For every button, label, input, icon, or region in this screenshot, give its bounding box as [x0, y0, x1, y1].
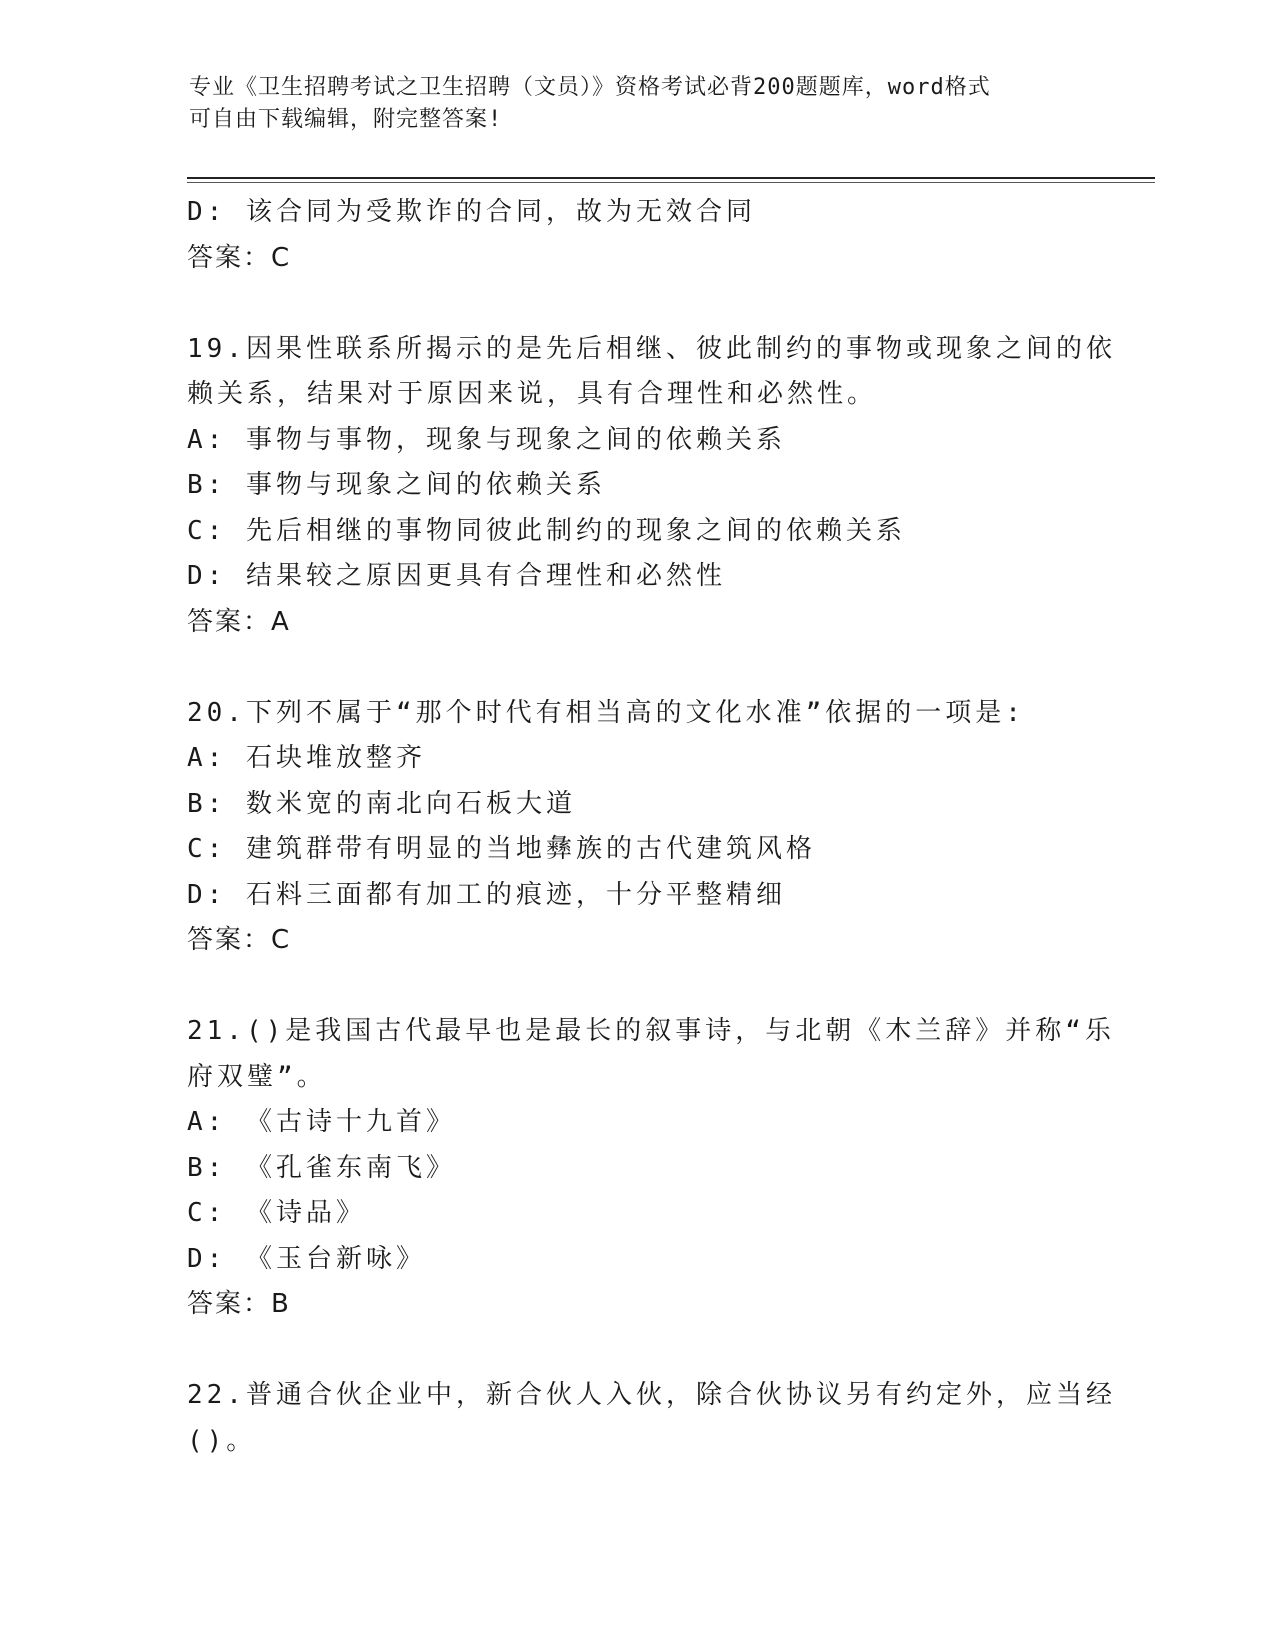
option-a: A: 事物与事物，现象与现象之间的依赖关系 — [187, 424, 786, 455]
option-c: C: 先后相继的事物同彼此制约的现象之间的依赖关系 — [187, 515, 906, 546]
question-stem: 22.普通合伙企业中，新合伙人入伙，除合伙协议另有约定外，应当经 — [187, 1380, 1116, 1410]
question-stem: 21.()是我国古代最早也是最长的叙事诗，与北朝《木兰辞》并称“乐 — [187, 1016, 1115, 1046]
option-b: B: 事物与现象之间的依赖关系 — [187, 470, 606, 500]
prev-answer: 答案：C — [187, 242, 292, 273]
answer: 答案：B — [187, 1289, 291, 1319]
option-a: A: 石块堆放整齐 — [187, 743, 426, 773]
option-b: B: 数米宽的南北向石板大道 — [187, 788, 576, 819]
page-header — [189, 72, 1069, 136]
option-d: D: 《玉台新咏》 — [187, 1243, 426, 1274]
question-stem: 19.因果性联系所揭示的是先后相继、彼此制约的事物或现象之间的依 — [187, 333, 1116, 364]
answer: 答案：A — [187, 606, 291, 637]
spacer — [187, 1328, 1087, 1374]
question-stem: 赖关系，结果对于原因来说，具有合理性和必然性。 — [187, 379, 878, 409]
header-title-line-1: 专业《卫生招聘考试之卫生招聘（文员）》资格考试必背200题题库，word格式 — [189, 75, 991, 100]
question-20 — [187, 691, 1087, 964]
question-stem: ()。 — [187, 1425, 257, 1456]
header-divider-thin — [187, 182, 1155, 183]
question-stem: 20.下列不属于“那个时代有相当高的文化水准”依据的一项是: — [187, 697, 1025, 728]
spacer — [187, 645, 1087, 691]
answer: 答案：C — [187, 925, 292, 955]
option-c: C: 《诗品》 — [187, 1198, 366, 1228]
option-d: D: 石料三面都有加工的痕迹，十分平整精细 — [187, 879, 786, 910]
question-21 — [187, 1009, 1115, 1328]
header-divider — [187, 177, 1155, 179]
option-d: D: 结果较之原因更具有合理性和必然性 — [187, 561, 726, 591]
question-22 — [187, 1373, 1116, 1464]
prev-option-d: D: 该合同为受欺诈的合同，故为无效合同 — [187, 197, 756, 227]
spacer — [187, 281, 1087, 327]
question-stem: 府双璧”。 — [187, 1061, 327, 1092]
option-a: A: 《古诗十九首》 — [187, 1107, 456, 1137]
header-title-line-2: 可自由下载编辑，附完整答案! — [189, 107, 503, 132]
question-19 — [187, 327, 1116, 646]
spacer — [187, 964, 1087, 1010]
question-content — [187, 190, 1116, 1464]
option-b: B: 《孔雀东南飞》 — [187, 1152, 456, 1183]
option-c: C: 建筑群带有明显的当地彝族的古代建筑风格 — [187, 834, 816, 864]
